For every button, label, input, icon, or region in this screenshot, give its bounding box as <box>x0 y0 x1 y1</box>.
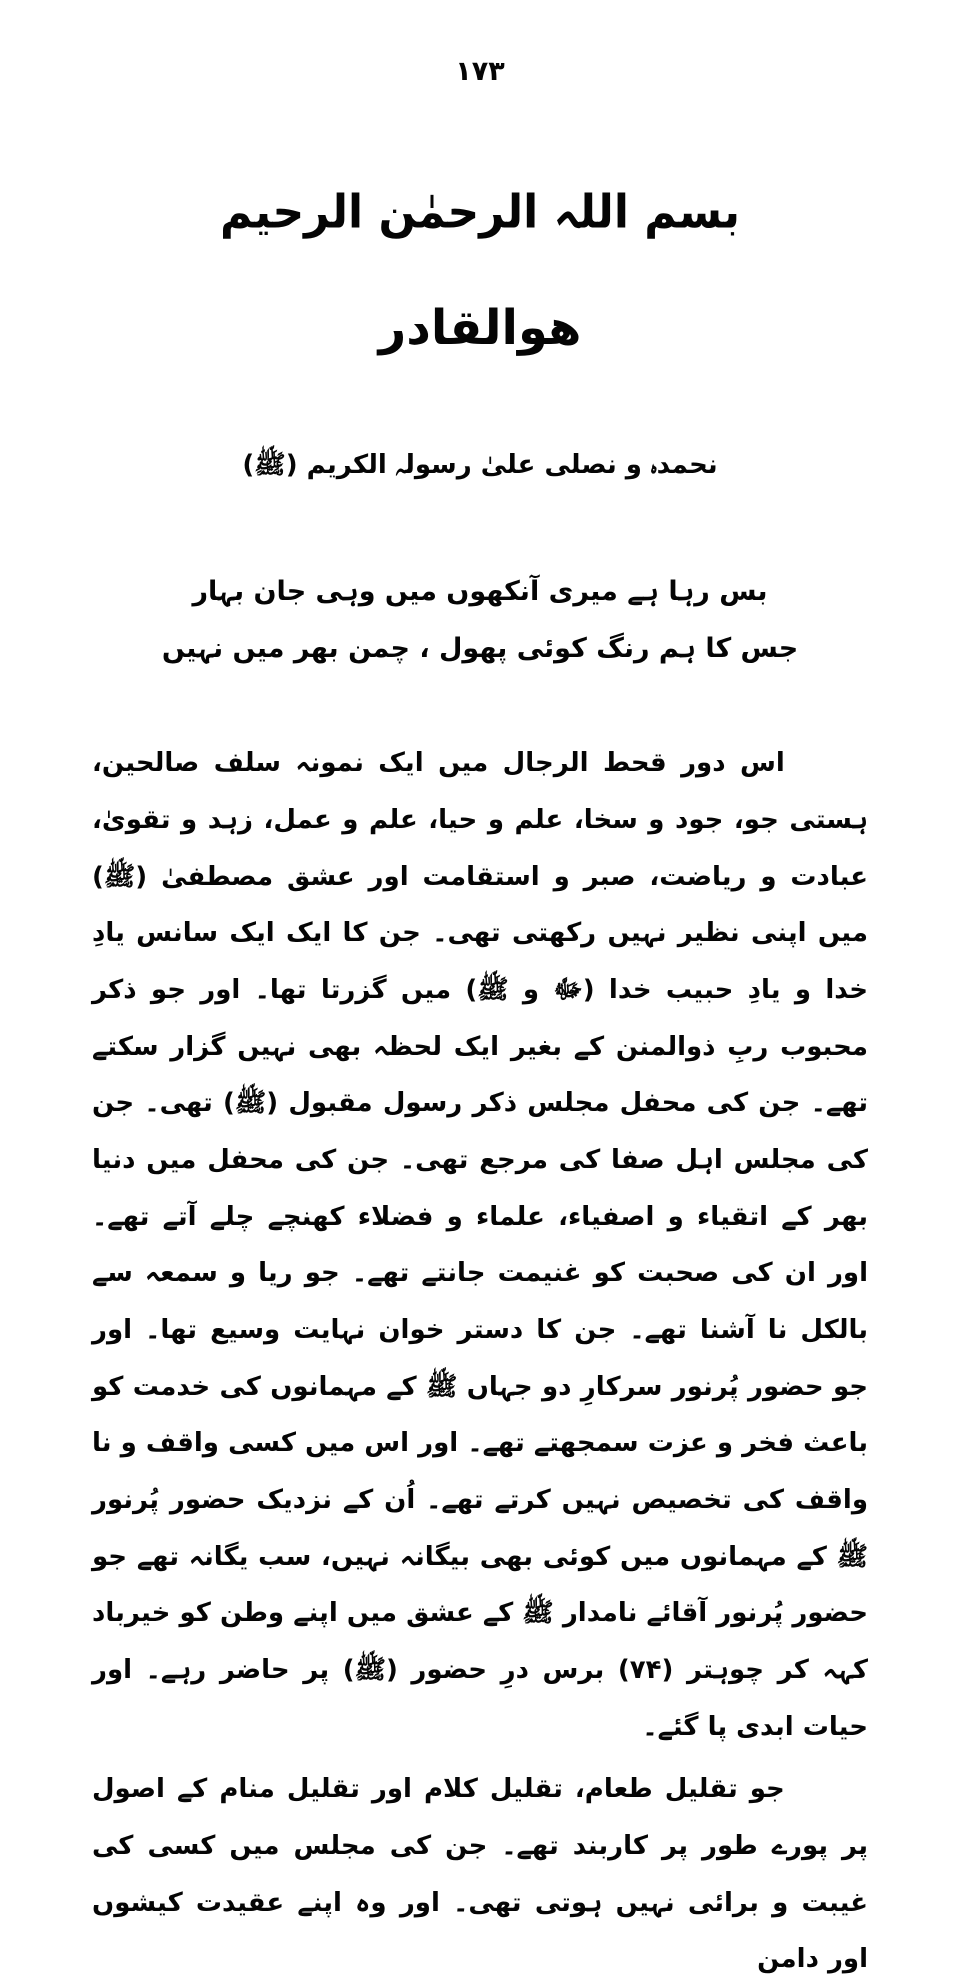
body-paragraph: اس دور قحط الرجال میں ایک نمونہ سلف صالحین، ہستی جو، جود و سخا، علم و حیا، علم و عمل، زہد و تقویٰ، عبادت و ریاضت، صبر و استقامت اور عشق مصطفیٰ (ﷺ) میں اپنی نظیر نہیں رکھتی تھی۔ جن کا ایک ایک سانس یادِ خدا و یادِ حبیب خدا (ﷻ و ﷺ) میں گزرتا تھا۔ اور جو ذکر محبوب ربِ ذوالمنن کے بغیر ایک لحظہ بھی نہیں گزار سکتے تھے۔ جن کی محفل مجلس ذکر رسول مقبول (ﷺ) تھی۔ جن کی مجلس اہل صفا کی مرجع تھی۔ جن کی محفل میں دنیا بھر کے اتقیاء و اصفیاء، علماء و فضلاء کھنچے چلے آتے تھے۔ اور ان کی صحبت کو غنیمت جانتے تھے۔ جو ریا و سمعہ سے بالکل نا آشنا تھے۔ جن کا دستر خوان نہایت وسیع تھا۔ اور جو حضور پُرنور سرکارِ دو جہاں ﷺ کے مہمانوں کی خدمت کو باعث فخر و عزت سمجھتے تھے۔ اور اس میں کسی واقف و نا واقف کی تخصیص نہیں کرتے تھے۔ اُن کے نزدیک حضور پُرنور ﷺ کے مہمانوں میں کوئی بھی بیگانہ نہیں، سب یگانہ تھے جو حضور پُرنور آقائے نامدار ﷺ کے عشق میں اپنے وطن کو خیرباد کہہ کر چوہتر (۷۴) برس درِ حضور (ﷺ) پر حاضر رہے۔ اور حیات ابدی پا گئے۔ <box>92 748 869 1742</box>
chapter-title: ھوالقادر <box>378 300 582 356</box>
poem-line-1: بس رہا ہے میری آنکھوں میں وہی جان بہار <box>192 576 768 607</box>
body-paragraph: جو تقلیل طعام، تقلیل کلام اور تقلیل منام کے اصول پر پورے طور پر کاربند تھے۔ جن کی مجلس میں کسی کی غیبت و برائی نہیں ہوتی تھی۔ اور وہ اپنے عقیدت کیشوں اور دامن <box>92 1774 868 1975</box>
body-text <box>92 735 868 1988</box>
tasliya-line: نحمدہ و نصلی علیٰ رسولہ الکریم (ﷺ) <box>242 450 718 480</box>
poem-line-2: جس کا ہم رنگ کوئی پھول ، چمن بھر میں نہیں <box>161 632 799 664</box>
bismillah-heading: بسم اللہ الرحمٰن الرحیم <box>219 185 741 240</box>
poem-couplet <box>92 564 868 677</box>
page-number: ۱۷۳ <box>455 56 505 87</box>
